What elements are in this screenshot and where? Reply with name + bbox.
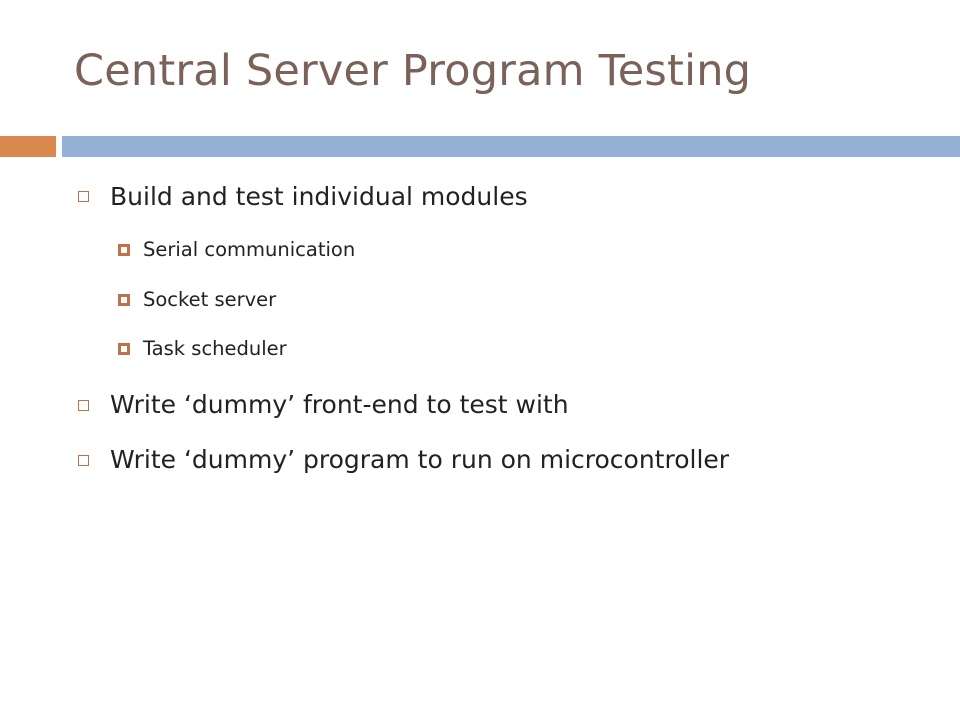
filled-square-bullet-icon <box>118 343 130 355</box>
bullet-text: Write ‘dummy’ front-end to test with <box>110 390 569 419</box>
hollow-square-bullet-icon <box>78 191 89 202</box>
hollow-square-bullet-icon <box>78 455 89 466</box>
sub-bullet-text: Task scheduler <box>143 337 287 360</box>
bullet-text: Write ‘dummy’ program to run on microcontroller <box>110 445 730 474</box>
slide-title: Central Server Program Testing <box>74 46 752 96</box>
filled-square-bullet-icon <box>118 294 130 306</box>
bullet-text: Build and test individual modules <box>110 182 528 211</box>
sub-bullet-text: Serial communication <box>143 238 356 261</box>
filled-square-bullet-icon <box>118 244 130 256</box>
hollow-square-bullet-icon <box>78 400 89 411</box>
sub-bullet-text: Socket server <box>143 288 277 311</box>
